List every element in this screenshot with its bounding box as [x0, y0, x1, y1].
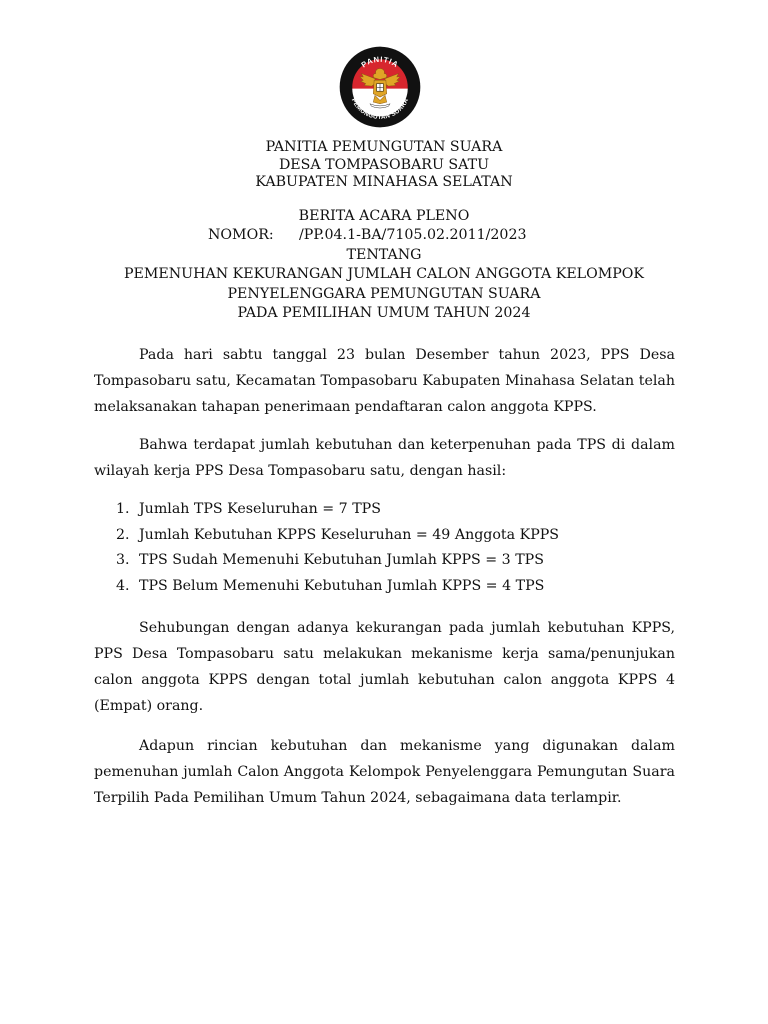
nomor-label: NOMOR:	[208, 227, 274, 244]
list-item-text: Jumlah Kebutuhan KPPS Keseluruhan = 49 Anggota KPPS	[139, 526, 560, 543]
list-item	[94, 574, 654, 600]
subject-line-1: PEMENUHAN KEKURANGAN JUMLAH CALON ANGGOTA KELOMPOK	[123, 266, 645, 283]
list-item	[94, 497, 654, 523]
nomor-value: /PP.04.1-BA/7105.02.2011/2023	[299, 227, 527, 244]
paragraph-3	[94, 615, 675, 719]
logo-text-bottom: PEMUNGUTAN SUARA	[349, 97, 411, 121]
subject-line-3: PADA PEMILIHAN UMUM TAHUN 2024	[237, 305, 531, 322]
list-item-text: Jumlah TPS Keseluruhan = 7 TPS	[139, 501, 381, 517]
document-number	[0, 226, 768, 245]
letterhead-line-1: PANITIA PEMUNGUTAN SUARA	[265, 139, 503, 155]
list-item-number: 1.	[116, 501, 130, 517]
panitia-logo	[338, 45, 422, 129]
list-item-text: TPS Belum Memenuhi Kebutuhan Jumlah KPPS = 4 TPS	[139, 577, 545, 594]
paragraph-1-text: Pada hari sabtu tanggal 23 bulan Desember tahun 2023, PPS Desa Tompasobaru satu, Kecamatan Tompasobaru Kabupaten Minahasa Selatan telah melaksanakan tahapan penerimaan pendaftaran calon anggota KPPS.	[94, 347, 675, 415]
document-title	[0, 207, 768, 323]
paragraph-1	[94, 342, 675, 420]
list-item-number: 2.	[116, 526, 130, 543]
letterhead	[0, 139, 768, 192]
list-item	[94, 548, 654, 574]
garuda-emblem-icon	[338, 45, 422, 129]
logo-text-top: PANITIA	[359, 54, 401, 70]
subject-line-2: PENYELENGGARA PEMUNGUTAN SUARA	[227, 285, 541, 302]
paragraph-2	[94, 432, 675, 484]
paragraph-4-text: Adapun rincian kebutuhan dan mekanisme yang digunakan dalam pemenuhan jumlah Calon Anggota Kelompok Penyelenggara Pemungutan Suara Terpilih Pada Pemilihan Umum Tahun 2024, sebagaimana data terlampir.	[94, 738, 675, 806]
document-heading: BERITA ACARA PLENO	[298, 208, 470, 224]
list-item-number: 3.	[116, 552, 130, 568]
tentang-label: TENTANG	[346, 246, 422, 263]
paragraph-4	[94, 733, 675, 811]
results-list	[94, 497, 654, 599]
list-item-text: TPS Sudah Memenuhi Kebutuhan Jumlah KPPS = 3 TPS	[139, 552, 544, 568]
paragraph-3-text: Sehubungan dengan adanya kekurangan pada jumlah kebutuhan KPPS, PPS Desa Tompasobaru satu melakukan mekanisme kerja sama/penunjukan calon anggota KPPS dengan total jumlah kebutuhan calon anggota KPPS 4 (Empat) orang.	[94, 620, 675, 714]
letterhead-line-2: DESA TOMPASOBARU SATU	[278, 156, 490, 173]
list-item-number: 4.	[116, 577, 130, 594]
paragraph-2-text: Bahwa terdapat jumlah kebutuhan dan keterpenuhan pada TPS di dalam wilayah kerja PPS Desa Tompasobaru satu, dengan hasil:	[94, 437, 675, 479]
letterhead-line-3: KABUPATEN MINAHASA SELATAN	[255, 174, 513, 190]
list-item	[94, 523, 654, 549]
